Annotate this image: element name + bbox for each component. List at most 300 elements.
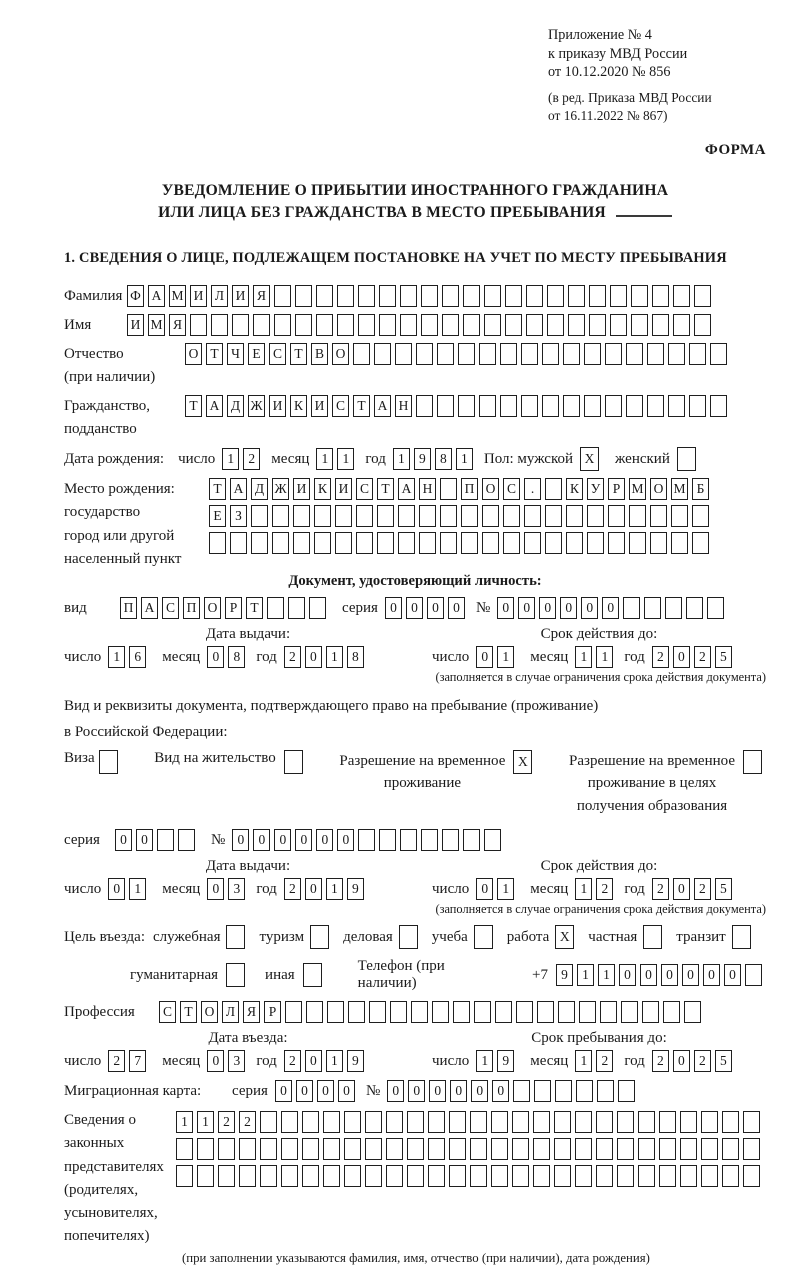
char-cell — [358, 829, 375, 851]
char-cell: 1 — [129, 878, 146, 900]
char-cell — [673, 314, 690, 336]
char-cell — [99, 750, 118, 774]
char-cell: 0 — [476, 878, 493, 900]
char-cell: 5 — [715, 878, 732, 900]
char-cell — [314, 505, 331, 527]
char-cell — [743, 1165, 760, 1187]
char-cell: 0 — [673, 1050, 690, 1072]
char-cell — [710, 395, 727, 417]
char-cell: 1 — [456, 448, 473, 470]
char-cell: 3 — [228, 878, 245, 900]
char-cell — [608, 532, 625, 554]
char-cell — [295, 314, 312, 336]
char-cell — [575, 1138, 592, 1160]
char-cell — [589, 285, 606, 307]
char-cell — [668, 395, 685, 417]
purpose-tourism-label: туризм — [259, 928, 305, 945]
char-cell — [421, 314, 438, 336]
char-cell: Т — [180, 1001, 197, 1023]
char-cell — [534, 1080, 551, 1102]
char-cell — [491, 1165, 508, 1187]
char-cell: Н — [395, 395, 412, 417]
legal-reps-label-line: усыновителях, — [64, 1205, 158, 1222]
char-cell — [379, 829, 396, 851]
char-cell: В — [311, 343, 328, 365]
char-cell: И — [293, 478, 310, 500]
id-expiry-line — [432, 646, 766, 668]
char-cell — [251, 505, 268, 527]
char-cell — [668, 343, 685, 365]
char-cell: 1 — [596, 646, 613, 668]
appendix-line: к приказу МВД России — [548, 45, 688, 62]
birth-place-label-line: населенный пункт — [64, 550, 182, 567]
stay-day-cells — [476, 1050, 518, 1072]
char-cell — [575, 1165, 592, 1187]
char-cell — [701, 1165, 718, 1187]
char-cell — [671, 505, 688, 527]
identity-doc-header: Документ, удостоверяющий личность: — [288, 573, 542, 590]
char-cell — [470, 1165, 487, 1187]
char-cell — [605, 395, 622, 417]
char-cell — [563, 343, 580, 365]
char-cell — [524, 505, 541, 527]
migration-card-row — [64, 1080, 766, 1102]
birth-month-label: месяц — [271, 450, 310, 467]
char-cell — [650, 532, 667, 554]
char-cell — [470, 1138, 487, 1160]
birth-date-row — [64, 447, 766, 471]
char-cell: 9 — [556, 964, 573, 986]
purpose-work-checkbox — [555, 925, 578, 949]
char-cell — [644, 597, 661, 619]
char-cell — [449, 1165, 466, 1187]
char-cell: И — [269, 395, 286, 417]
entry-purpose-label: Цель въезда: — [64, 928, 145, 945]
char-cell: 2 — [239, 1111, 256, 1133]
residence-permit-label: Вид на жительство — [154, 749, 276, 766]
profession-label: Профессия — [64, 1003, 135, 1020]
char-cell: 0 — [385, 597, 402, 619]
birth-place-block — [64, 478, 766, 571]
char-cell — [344, 1138, 361, 1160]
char-cell — [555, 1080, 572, 1102]
char-cell: О — [650, 478, 667, 500]
char-cell: 3 — [228, 1050, 245, 1072]
char-cell — [516, 1001, 533, 1023]
char-cell: 1 — [316, 448, 333, 470]
id-issue-month-cells — [207, 646, 249, 668]
char-cell — [482, 505, 499, 527]
char-cell: 0 — [448, 597, 465, 619]
purpose-tourism-checkbox — [310, 925, 333, 949]
purpose-private-checkbox — [643, 925, 666, 949]
legal-reps-row3-cells — [176, 1165, 764, 1187]
birth-place-row2-cells — [209, 505, 713, 527]
char-cell: Д — [251, 478, 268, 500]
residence-issue-day-cells — [108, 878, 150, 900]
char-cell: 0 — [673, 646, 690, 668]
char-cell — [542, 343, 559, 365]
identity-doc-kind-row — [64, 597, 766, 619]
char-cell: 1 — [476, 1050, 493, 1072]
char-cell — [608, 505, 625, 527]
char-cell: 0 — [406, 597, 423, 619]
entry-stay-dates — [64, 1030, 766, 1072]
char-cell — [335, 532, 352, 554]
char-cell — [449, 1138, 466, 1160]
char-cell: . — [524, 478, 541, 500]
char-cell — [302, 1138, 319, 1160]
id-expiry-month-cells — [575, 646, 617, 668]
char-cell: 0 — [275, 1080, 292, 1102]
char-cell: Р — [608, 478, 625, 500]
char-cell: 0 — [338, 1080, 355, 1102]
char-cell: 0 — [581, 597, 598, 619]
char-cell: 0 — [316, 829, 333, 851]
char-cell — [665, 597, 682, 619]
char-cell — [563, 395, 580, 417]
temp-residence-label-line1: Разрешение на временное — [339, 752, 506, 769]
char-cell — [629, 532, 646, 554]
char-cell — [314, 532, 331, 554]
char-cell — [463, 314, 480, 336]
id-expiry-year-label: год — [624, 648, 645, 665]
char-cell — [400, 285, 417, 307]
char-cell: 0 — [560, 597, 577, 619]
char-cell — [407, 1165, 424, 1187]
residence-intro-line1: Вид и реквизиты документа, подтверждающего право на пребывание (проживание) — [64, 698, 599, 715]
purpose-other-checkbox — [303, 963, 326, 987]
char-cell: Л — [222, 1001, 239, 1023]
char-cell: П — [183, 597, 200, 619]
char-cell — [677, 447, 696, 471]
char-cell — [526, 285, 543, 307]
purpose-official-checkbox — [226, 925, 249, 949]
char-cell: О — [332, 343, 349, 365]
purpose-transit-checkbox — [732, 925, 755, 949]
legal-reps-label-line: представителях — [64, 1158, 164, 1175]
char-cell — [621, 1001, 638, 1023]
char-cell: Л — [211, 285, 228, 307]
char-cell: 0 — [305, 878, 322, 900]
char-cell: Е — [248, 343, 265, 365]
purpose-other-label: иная — [265, 966, 295, 983]
char-cell — [239, 1138, 256, 1160]
char-cell — [542, 395, 559, 417]
char-cell: 0 — [661, 964, 678, 986]
char-cell: 2 — [652, 646, 669, 668]
char-cell — [251, 532, 268, 554]
residence-issue-header: Дата выдачи: — [205, 858, 291, 875]
char-cell: Р — [225, 597, 242, 619]
char-cell — [293, 505, 310, 527]
birth-place-label-line: город или другой — [64, 527, 175, 544]
purpose-study-checkbox — [474, 925, 497, 949]
char-cell — [176, 1138, 193, 1160]
char-cell — [474, 1001, 491, 1023]
char-cell — [274, 285, 291, 307]
visa-label: Виза — [64, 749, 95, 766]
residence-expiry-day-label: число — [432, 880, 470, 897]
char-cell: 9 — [347, 1050, 364, 1072]
char-cell — [337, 314, 354, 336]
id-issue-day-label: число — [64, 648, 102, 665]
char-cell — [631, 285, 648, 307]
char-cell — [680, 1111, 697, 1133]
char-cell — [638, 1111, 655, 1133]
char-cell — [190, 314, 207, 336]
char-cell — [432, 1001, 449, 1023]
birth-day-cells — [222, 448, 264, 470]
char-cell: 0 — [207, 646, 224, 668]
title-blank-underline — [616, 202, 672, 217]
residence-expiry-line — [432, 878, 766, 900]
temp-residence-edu-label — [569, 750, 735, 818]
char-cell — [533, 1165, 550, 1187]
char-cell — [479, 395, 496, 417]
temp-residence-edu-label-line3: получения образования — [576, 797, 728, 814]
char-cell — [694, 285, 711, 307]
char-cell — [302, 1111, 319, 1133]
migration-card-label: Миграционная карта: — [64, 1082, 202, 1099]
form-title — [64, 180, 766, 224]
char-cell — [701, 1138, 718, 1160]
char-cell: О — [482, 478, 499, 500]
id-issue-col — [64, 626, 432, 668]
char-cell — [686, 597, 703, 619]
char-cell — [453, 1001, 470, 1023]
char-cell — [281, 1165, 298, 1187]
id-expiry-year-cells — [652, 646, 736, 668]
residence-issue-line — [64, 878, 432, 900]
char-cell: А — [374, 395, 391, 417]
residence-issue-month-label: месяц — [162, 880, 201, 897]
char-cell — [626, 395, 643, 417]
char-cell: О — [201, 1001, 218, 1023]
char-cell — [337, 285, 354, 307]
char-cell — [600, 1001, 617, 1023]
birth-place-label — [64, 478, 209, 571]
patronymic-label — [64, 343, 185, 388]
char-cell: Ж — [248, 395, 265, 417]
char-cell: М — [169, 285, 186, 307]
char-cell — [710, 343, 727, 365]
residence-expiry-year-label: год — [624, 880, 645, 897]
char-cell: О — [185, 343, 202, 365]
birth-day-label: число — [178, 450, 216, 467]
char-cell — [407, 1138, 424, 1160]
char-cell — [610, 285, 627, 307]
char-cell: 0 — [427, 597, 444, 619]
appendix-line: от 10.12.2020 № 856 — [548, 64, 671, 81]
char-cell: 0 — [682, 964, 699, 986]
id-number-label: № — [475, 599, 491, 616]
residence-expiry-month-label: месяц — [530, 880, 569, 897]
profession-row — [64, 1001, 766, 1023]
migration-series-cells — [275, 1080, 359, 1102]
char-cell — [358, 314, 375, 336]
char-cell — [197, 1165, 214, 1187]
char-cell: 0 — [703, 964, 720, 986]
char-cell — [743, 1138, 760, 1160]
char-cell: И — [127, 314, 144, 336]
residence-expiry-year-cells — [652, 878, 736, 900]
char-cell: 2 — [694, 1050, 711, 1072]
char-cell — [344, 1111, 361, 1133]
char-cell — [358, 285, 375, 307]
id-expiry-col — [432, 626, 766, 668]
migration-number-cells — [387, 1080, 639, 1102]
patronymic-label-line1: Отчество — [64, 346, 124, 363]
legal-reps-note: (при заполнении указываются фамилия, имя, отчество (при наличии), дата рождения) — [182, 1250, 650, 1265]
char-cell: 2 — [652, 1050, 669, 1072]
residence-expiry-day-cells — [476, 878, 518, 900]
char-cell — [495, 1001, 512, 1023]
char-cell: 2 — [694, 878, 711, 900]
migration-number-label: № — [365, 1082, 381, 1099]
char-cell: Н — [419, 478, 436, 500]
char-cell — [659, 1111, 676, 1133]
char-cell: 2 — [108, 1050, 125, 1072]
char-cell: Т — [246, 597, 263, 619]
char-cell — [500, 395, 517, 417]
char-cell — [211, 314, 228, 336]
char-cell: Т — [185, 395, 202, 417]
char-cell — [684, 1001, 701, 1023]
char-cell — [463, 829, 480, 851]
char-cell — [587, 505, 604, 527]
char-cell: 0 — [450, 1080, 467, 1102]
char-cell — [584, 343, 601, 365]
char-cell: Е — [209, 505, 226, 527]
char-cell: 0 — [108, 878, 125, 900]
name-cells — [127, 314, 715, 336]
sex-male-checkbox — [580, 447, 603, 471]
char-cell — [652, 285, 669, 307]
char-cell: М — [629, 478, 646, 500]
citizenship-label-line1: Гражданство, — [64, 398, 151, 415]
patronymic-label-line2: (при наличии) — [64, 368, 156, 385]
char-cell: 9 — [414, 448, 431, 470]
char-cell — [399, 925, 418, 949]
char-cell: 0 — [232, 829, 249, 851]
temp-residence-edu-label-line1: Разрешение на временное — [569, 752, 735, 769]
residence-permit-checkbox — [284, 750, 307, 774]
char-cell — [745, 964, 762, 986]
char-cell: У — [587, 478, 604, 500]
char-cell — [692, 505, 709, 527]
char-cell — [524, 532, 541, 554]
char-cell — [596, 1111, 613, 1133]
char-cell: 1 — [598, 964, 615, 986]
id-expiry-note: (заполняется в случае ограничения срока действия документа) — [435, 670, 766, 685]
appendix-line: Приложение № 4 — [548, 27, 652, 43]
char-cell — [484, 314, 501, 336]
char-cell — [365, 1165, 382, 1187]
char-cell — [458, 343, 475, 365]
char-cell — [617, 1111, 634, 1133]
char-cell: И — [232, 285, 249, 307]
char-cell: 0 — [295, 829, 312, 851]
char-cell — [512, 1111, 529, 1133]
char-cell — [411, 1001, 428, 1023]
char-cell: 2 — [284, 646, 301, 668]
form-title-line1: УВЕДОМЛЕНИЕ О ПРИБЫТИИ ИНОСТРАННОГО ГРАЖДАНИНА — [161, 182, 669, 200]
char-cell — [484, 829, 501, 851]
entry-purpose-row2 — [130, 958, 766, 992]
char-cell: К — [314, 478, 331, 500]
char-cell — [743, 750, 762, 774]
char-cell — [395, 343, 412, 365]
residence-number-label: № — [211, 831, 226, 848]
char-cell — [442, 314, 459, 336]
char-cell — [673, 285, 690, 307]
sex-female-label: женский — [615, 450, 670, 467]
residence-expiry-note: (заполняется в случае ограничения срока действия документа) — [435, 902, 766, 917]
residence-intro-line2: в Российской Федерации: — [64, 724, 228, 741]
char-cell — [589, 314, 606, 336]
residence-permit-option — [154, 750, 306, 774]
char-cell — [568, 314, 585, 336]
entry-date-header: Дата въезда: — [208, 1030, 288, 1047]
residence-issue-year-cells — [284, 878, 368, 900]
section1-title: 1. СВЕДЕНИЯ О ЛИЦЕ, ПОДЛЕЖАЩЕМ ПОСТАНОВКЕ НА УЧЕТ ПО МЕСТУ ПРЕБЫВАНИЯ — [64, 250, 727, 267]
citizenship-label-line2: подданство — [64, 420, 137, 437]
char-cell — [398, 532, 415, 554]
char-cell — [178, 829, 195, 851]
char-cell — [512, 1165, 529, 1187]
char-cell — [479, 343, 496, 365]
residence-issue-month-cells — [207, 878, 249, 900]
purpose-humanitarian-checkbox — [226, 963, 249, 987]
char-cell: 1 — [337, 448, 354, 470]
char-cell — [663, 1001, 680, 1023]
char-cell — [652, 314, 669, 336]
residence-expiry-header: Срок действия до: — [540, 858, 658, 875]
birth-year-label: год — [365, 450, 386, 467]
char-cell — [566, 532, 583, 554]
char-cell: 0 — [136, 829, 153, 851]
char-cell — [327, 1001, 344, 1023]
char-cell: 0 — [115, 829, 132, 851]
temp-residence-edu-checkbox — [743, 750, 766, 774]
char-cell: 2 — [652, 878, 669, 900]
char-cell: 1 — [326, 646, 343, 668]
stay-day-label: число — [432, 1052, 470, 1069]
char-cell: 0 — [305, 646, 322, 668]
id-issue-day-cells — [108, 646, 150, 668]
char-cell: Ж — [272, 478, 289, 500]
char-cell — [458, 395, 475, 417]
char-cell — [547, 285, 564, 307]
char-cell — [554, 1165, 571, 1187]
char-cell: Ч — [227, 343, 244, 365]
char-cell: 6 — [129, 646, 146, 668]
char-cell — [232, 314, 249, 336]
char-cell — [642, 1001, 659, 1023]
char-cell: 8 — [435, 448, 452, 470]
patronymic-cells — [185, 343, 731, 365]
char-cell: О — [204, 597, 221, 619]
char-cell: 1 — [393, 448, 410, 470]
char-cell — [623, 597, 640, 619]
char-cell: 0 — [337, 829, 354, 851]
char-cell: Я — [243, 1001, 260, 1023]
char-cell — [449, 1111, 466, 1133]
char-cell — [377, 532, 394, 554]
char-cell — [638, 1138, 655, 1160]
char-cell — [722, 1165, 739, 1187]
